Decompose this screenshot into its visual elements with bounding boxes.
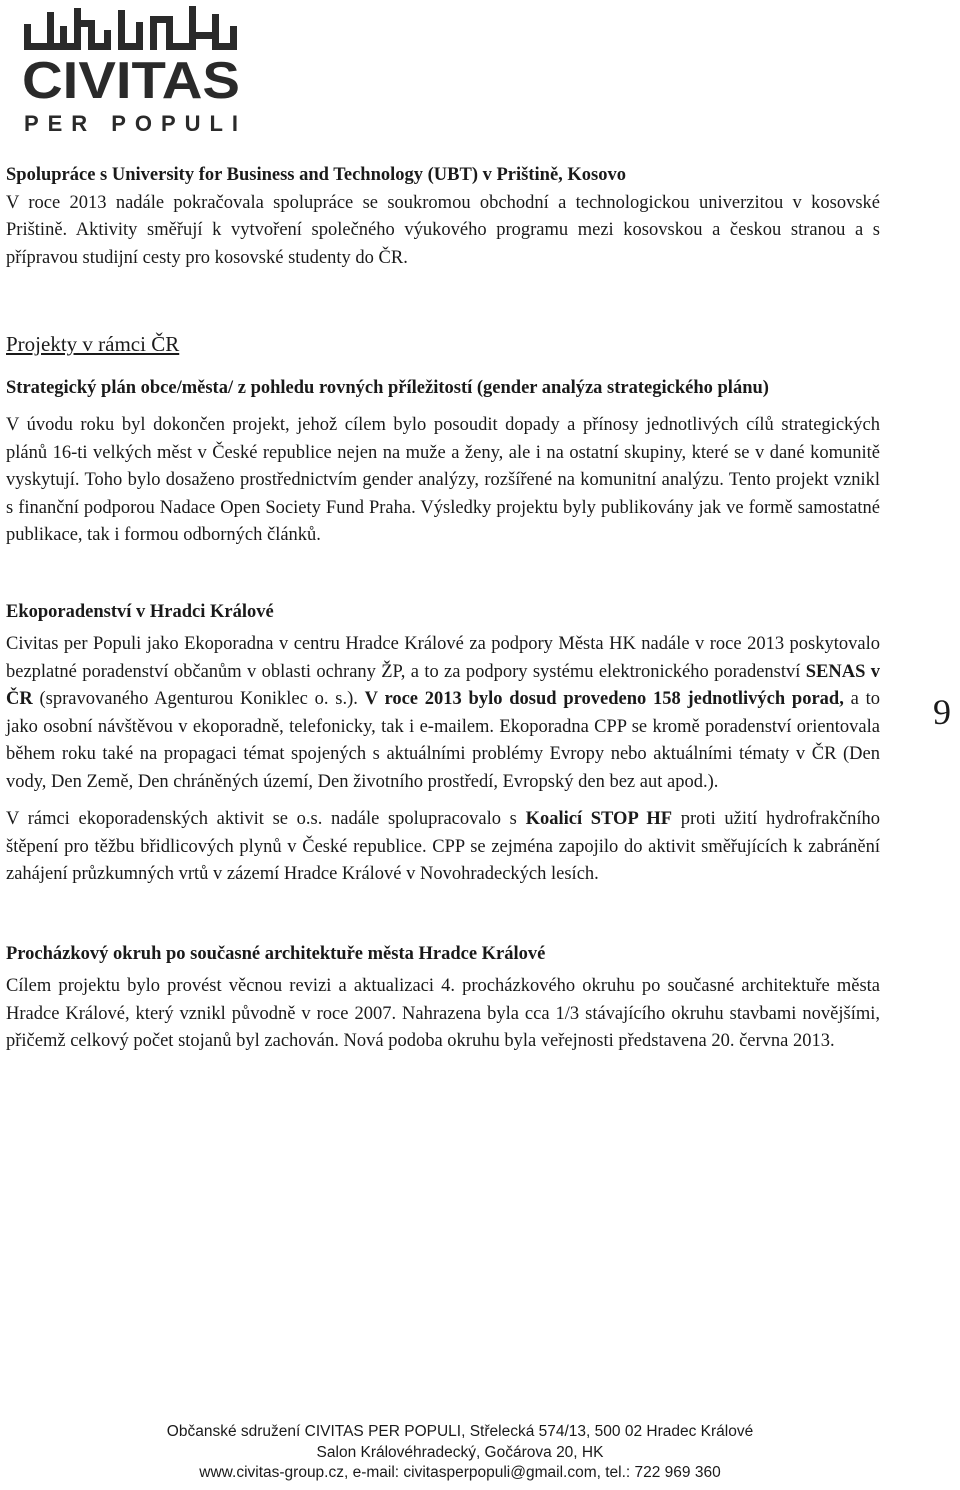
okruh-paragraph: Cílem projektu bylo provést věcnou revizi a aktualizaci 4. procházkového okruhu po současné architektuře města Hradce Králové, který vznikl původně v roce 2007. Nahrazena byla cca 1/3 stávajícího okruhu stavbami novějšími, přičemž celkový počet stojanů byl zachován. Nová podoba okruhu byla veřejnosti představena 20. června 2013. [6, 976, 880, 1051]
cr-projects-title: Projekty v rámci ČR [6, 332, 180, 356]
stop-hf-bold: Koalicí STOP HF [525, 809, 673, 829]
logo-wordmark: CIVITAS [22, 52, 241, 110]
ekoporadenstvi-paragraph-2 [6, 806, 880, 889]
footer [0, 1422, 920, 1484]
senas-bold: SENAS v ČR [6, 661, 881, 709]
okruh-heading: Procházkový okruh po současné architektuře města Hradce Králové [6, 943, 546, 964]
eko-text-5: proti užití hydrofrakčního štěpení pro těžbu břidlicových plynů v České republice. CPP se zejména zapojilo do aktivit směřujících k zabránění zahájení průzkumných vrtů v zázemí Hradce Králové v Novohradeckých lesích. [6, 809, 880, 884]
footer-contact: www.civitas-group.cz, e-mail: civitasperpopuli@gmail.com, tel.: 722 969 360 [199, 1464, 721, 1481]
eko-text-3: a to jako osobní návštěvou v ekoporadně, telefonicky, tak i e-mailem. Ekoporadna CPP se kromě poradenství orientovala během roku také na propagaci témat spojených s aktuálními problémy Evropy nebo aktuálními tématy v ČR (Den vody, Den Země, Den chráněných území, Den životního prostředí, Evropský den bez aut apod.). [6, 689, 880, 792]
ubt-heading: Spolupráce s University for Business and Technology (UBT) v Prištině, Kosovo [6, 165, 626, 185]
footer-address: Občanské sdružení CIVITAS PER POPULI, Střelecká 574/13, 500 02 Hradec Králové [166, 1423, 754, 1440]
logo-tagline: PER POPULI [24, 111, 238, 134]
ekoporadenstvi-paragraph-1 [6, 631, 880, 796]
civitas-logo [22, 6, 242, 134]
page-number: 9 [933, 692, 951, 732]
porady-count-bold: V roce 2013 bylo dosud provedeno 158 jednotlivých porad, [364, 689, 844, 709]
ekoporadenstvi-heading: Ekoporadenství v Hradci Králové [6, 601, 274, 622]
strategic-plan-heading: Strategický plán obce/města/ z pohledu rovných příležitostí (gender analýza strategického plánu) [6, 377, 769, 398]
eko-text-2: (spravovaného Agenturou Koniklec o. s.). [32, 689, 365, 709]
document-body [6, 162, 880, 1056]
eko-text-1: Civitas per Populi jako Ekoporadna v centru Hradce Králové za podpory Města HK nadále v roce 2013 poskytovalo bezplatné poradenství občanům v oblasti ochrany ŽP, a to za podpory systému elektronického poradenství [6, 634, 880, 682]
strategic-plan-paragraph: V úvodu roku byl dokončen projekt, jehož cílem bylo posoudit dopady a přínosy jednotlivých cílů strategických plánů 16-ti velkých měst v České republice nejen na muže a ženy, ale i na ostatní skupiny, které se v dané komunitě vyskytují. Toho bylo dosaženo prostřednictvím gender analýzy, rozšířené na komunitní analýzu. Tento projekt vznikl s finanční podporou Nadace Open Society Fund Praha. Výsledky projektu byly publikovány jak ve formě samostatné publikace, tak i formou odborných článků. [6, 415, 880, 545]
footer-salon: Salon Královéhradecký, Gočárova 20, HK [316, 1443, 604, 1461]
eko-text-4: V rámci ekoporadenských aktivit se o.s. nadále spolupracovalo s [6, 809, 526, 829]
ubt-paragraph: V roce 2013 nadále pokračovala spolupráce se soukromou obchodní a technologickou univerzitou v kosovské Prištině. Aktivity směřují k vytvoření společného výukového programu mezi kosovskou a českou stranou a s přípravou studijní cesty pro kosovské studenty do ČR. [6, 192, 880, 268]
